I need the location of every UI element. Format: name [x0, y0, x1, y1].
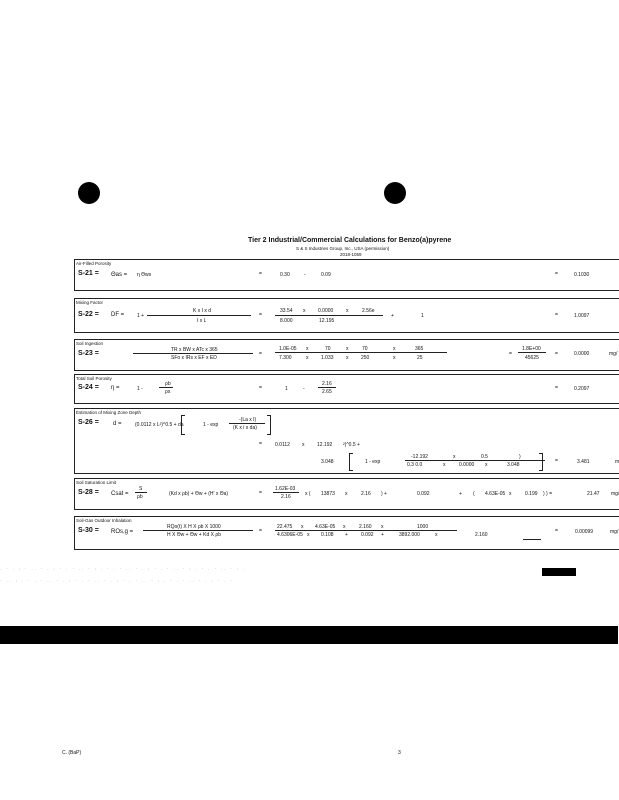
panel-mixing-factor: [74, 298, 619, 333]
panel-soil-gas-outdoor-inhalation: [74, 516, 619, 550]
equation-lhs: DF =: [111, 312, 125, 318]
value: 0.5: [481, 454, 488, 460]
scan-noise: · .. : . · . · .. · . : · . · .. · . : · . · .. · : . · . · .. · . : · . ·: [0, 578, 234, 583]
result-value: 0.0000: [574, 351, 590, 357]
value: 8.000: [280, 318, 293, 324]
fraction-denominator: 2.65: [322, 389, 332, 395]
fraction-denominator: 45625: [525, 355, 539, 361]
equals-sign: =: [555, 351, 558, 357]
fraction-bar: [229, 423, 265, 424]
equation-id: S-24 =: [78, 384, 99, 391]
operator: x: [509, 491, 512, 497]
value: 3892.000: [399, 532, 420, 538]
value: 0.0112: [275, 442, 290, 448]
panel-total-soil-porosity: [74, 374, 619, 404]
value: 0.0000: [318, 308, 334, 314]
value: ²)^0.5 +: [343, 442, 360, 448]
operator: ) +: [381, 491, 387, 497]
fraction-numerator: S: [139, 486, 143, 492]
equation-id: S-21 =: [78, 270, 99, 277]
bracket-left: [349, 453, 353, 471]
panel-title: Soil-Gas Outdoor Inhalation: [76, 518, 132, 523]
equals-sign: =: [259, 441, 262, 447]
value: 0.09: [321, 272, 331, 278]
fraction-bar: [518, 352, 546, 353]
value: 365: [415, 346, 424, 352]
footer-left: C. (BaP): [62, 750, 82, 756]
equation-id: S-30 =: [78, 527, 99, 534]
fraction-numerator: 2.16: [322, 381, 332, 387]
fraction-denominator: H X Θw + Θw + Kd X ρb: [167, 532, 221, 538]
value: 12.192: [317, 442, 333, 448]
value: 1.033: [321, 355, 334, 361]
expression-lead: 1 +: [137, 313, 145, 319]
panel-soil-ingestion: [74, 339, 619, 371]
value: 0.0000: [459, 462, 475, 468]
fraction-bar: [143, 530, 253, 531]
equals-sign: =: [555, 312, 558, 318]
value: 25: [417, 355, 423, 361]
panel-title: Estimation of Mixing Zone Depth: [76, 410, 142, 415]
equals-sign: =: [259, 271, 262, 277]
fraction-numerator: ρb: [165, 381, 171, 387]
operator: x: [307, 532, 310, 538]
equals-sign: =: [259, 490, 262, 496]
value: 250: [361, 355, 370, 361]
equals-sign: =: [259, 312, 262, 318]
result-value: 21.47: [587, 491, 600, 497]
equals-sign: =: [509, 351, 512, 357]
value: 0.108: [321, 532, 334, 538]
value: -12.192: [411, 454, 428, 460]
document-date: 2018-1059: [340, 252, 362, 257]
equation-lhs: η =: [111, 385, 120, 391]
equation-id: S-22 =: [78, 311, 99, 318]
fraction-numerator: RQo(t) X H X ρb X 1000: [167, 524, 221, 530]
fraction-denominator: SFo x IRs x EF x ED: [171, 355, 217, 361]
equation-id: S-23 =: [78, 350, 99, 357]
operator: x: [381, 524, 384, 530]
document-subtitle: S & S Industries Group, Inc., USA (permission): [296, 246, 390, 251]
value: 0.092: [361, 532, 374, 538]
bracket-left: [181, 415, 185, 435]
panel-title: Mixing Factor: [76, 300, 104, 305]
panel-title: Total Soil Porosity: [76, 376, 112, 381]
operator: x: [303, 308, 306, 314]
operator: x: [306, 355, 309, 361]
equals-sign: =: [259, 528, 262, 534]
value: 3.048: [321, 459, 334, 465]
value: 0.199: [525, 491, 538, 497]
equals-sign: =: [259, 385, 262, 391]
value: 0.3 0.0: [407, 462, 423, 468]
value: 4.63E-05: [315, 524, 336, 530]
fraction-bar: [405, 460, 545, 461]
value: 1.0E-05: [279, 346, 297, 352]
result-value: 0.2097: [574, 386, 590, 392]
value: 12.195: [319, 318, 335, 324]
panel-title: Air-Filled Porosity: [76, 261, 112, 266]
fraction-bar: [275, 352, 447, 353]
fraction-numerator: 1.8E+00: [522, 346, 541, 352]
equation-lhs: d =: [113, 421, 122, 427]
operator: x: [306, 346, 309, 352]
result-value: 3.481: [577, 459, 590, 465]
result-value: 0.00099: [575, 529, 594, 535]
fraction-bar: [275, 315, 383, 316]
fraction-numerator: K x I x d: [193, 308, 212, 314]
expression-inner: 1 - exp: [203, 422, 219, 428]
operator: x: [343, 524, 346, 530]
operator: (: [473, 491, 475, 497]
fraction-numerator: 1.62E-03: [275, 486, 296, 492]
fraction-numerator: -(La x I): [239, 417, 257, 423]
document-title: Tier 2 Industrial/Commercial Calculations for Benzo(a)pyrene: [248, 237, 452, 244]
value: 70: [325, 346, 331, 352]
result-unit: mg/: [610, 529, 619, 535]
panel-title: Soil Ingestion: [76, 341, 104, 346]
value: 3.048: [507, 462, 520, 468]
value: 7.300: [279, 355, 292, 361]
operator: x: [346, 346, 349, 352]
equation-id: S-28 =: [78, 489, 99, 496]
equals-sign: =: [555, 385, 558, 391]
operator: x (: [305, 491, 311, 497]
operator: +: [459, 491, 462, 497]
operator: x: [393, 355, 396, 361]
punch-hole-left: [78, 182, 100, 204]
value: 4.63E-05: [485, 491, 506, 497]
value: 70: [362, 346, 368, 352]
operator: x: [435, 532, 438, 538]
result-unit: mg/: [609, 351, 618, 357]
panel-soil-saturation-limit: [74, 478, 619, 510]
fraction-numerator: TR x BW x ATc x 365: [171, 347, 218, 353]
value: 13873: [321, 491, 335, 497]
value: 0.30: [280, 272, 290, 278]
operator: x: [346, 308, 349, 314]
panel-title: Soil Saturation Limit: [76, 480, 117, 485]
page-number: 3: [398, 750, 401, 756]
equals-sign: =: [555, 271, 558, 277]
fraction-bar: [133, 353, 253, 354]
bracket-right: [267, 415, 271, 435]
operator: +: [345, 532, 348, 538]
underline: [523, 539, 541, 540]
equation-lhs: Θas =: [111, 272, 128, 278]
fraction-bar: [147, 315, 251, 316]
value: 1000: [417, 524, 429, 530]
fraction-bar: [273, 492, 299, 493]
equals-sign: =: [555, 458, 558, 464]
operator: x: [485, 462, 488, 468]
fraction-denominator: ρb: [137, 494, 143, 500]
fraction-bar: [318, 387, 336, 388]
fraction-denominator: (K x i x da): [233, 425, 257, 431]
punch-hole-right: [384, 182, 406, 204]
fraction-bar: [275, 530, 457, 531]
operator: x: [301, 524, 304, 530]
operator: +: [391, 313, 394, 319]
operator: x: [443, 462, 446, 468]
equals-sign: =: [555, 528, 558, 534]
expression-lead: 1 -: [137, 386, 143, 392]
panel-mixing-zone-depth: [74, 408, 619, 474]
fraction-denominator: ρs: [165, 389, 171, 395]
value: ): [519, 454, 521, 460]
operator: -: [303, 386, 305, 392]
result-value: 1.0097: [574, 313, 590, 319]
fraction-bar: [135, 492, 147, 493]
scan-black-band: [0, 626, 618, 644]
value: 0.092: [417, 491, 430, 497]
result-unit: m: [615, 459, 619, 465]
scan-noise: . · . : · .. · . : · . · .. · : . · . · .. · . : · . · .. · : . · . · .. · : .: [0, 566, 246, 571]
equation-id: S-26 =: [78, 419, 99, 426]
operator: x: [345, 491, 348, 497]
equation-lhs: ROs,g =: [111, 529, 134, 535]
operator: ) ) =: [543, 491, 553, 497]
value: 2.16: [361, 491, 371, 497]
operator: -: [304, 272, 306, 278]
fraction-denominator: 2.16: [281, 494, 291, 500]
bracket-right: [539, 453, 543, 471]
redaction-block: [542, 568, 576, 576]
equals-sign: =: [259, 351, 262, 357]
operator: x: [453, 454, 456, 460]
value: 22.475: [277, 524, 293, 530]
value: 2.160: [475, 532, 488, 538]
operator: x: [393, 346, 396, 352]
value: 1: [421, 313, 424, 319]
value: 4.6306E-05: [277, 532, 303, 538]
value: 2.160: [359, 524, 372, 530]
expression-inner: 1 - exp: [365, 459, 381, 465]
equation-expression: (0.0112 x L²)^0.5 + da: [135, 422, 184, 428]
value: 1: [285, 386, 288, 392]
panel-air-filled-porosity: [74, 259, 619, 291]
operator: +: [381, 532, 384, 538]
result-unit: mg/: [611, 491, 619, 497]
result-value: 0.1030: [574, 272, 590, 278]
value: 2.56e: [362, 308, 375, 314]
fraction-denominator: I x L: [197, 318, 207, 324]
operator: x: [346, 355, 349, 361]
equation-expression: (Kd x ρb) + Θw + (H' x Θa): [169, 491, 229, 497]
fraction-bar: [159, 387, 173, 388]
equation-expression: η Θws: [137, 272, 152, 278]
value: 33.54: [280, 308, 293, 314]
operator: x: [302, 442, 305, 448]
equation-lhs: Csat =: [111, 491, 129, 497]
